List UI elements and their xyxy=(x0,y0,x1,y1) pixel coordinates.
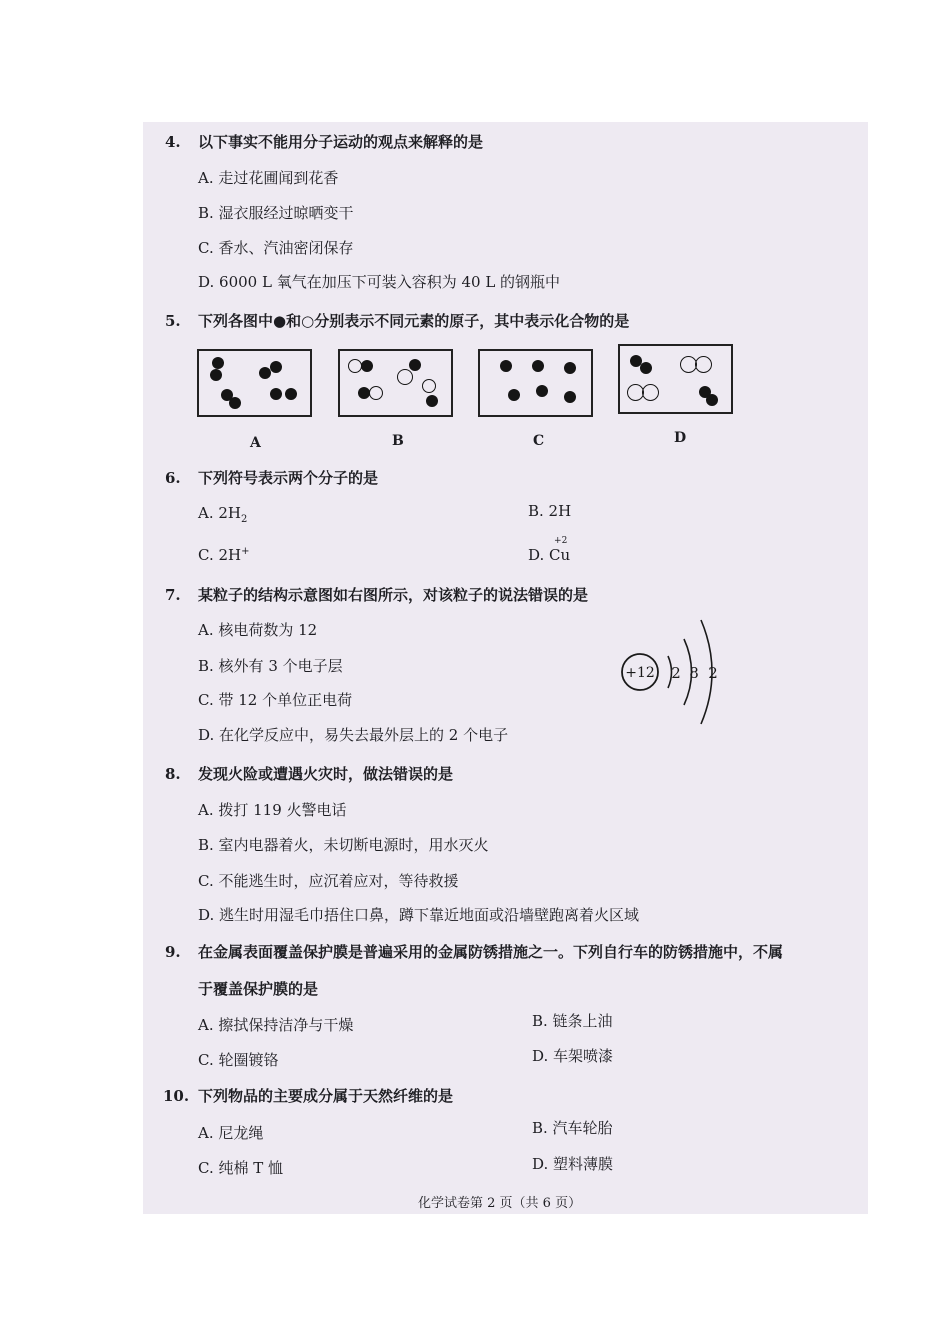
q9-option-c: C. 轮圈镀铬 xyxy=(198,1051,279,1069)
q5-diagram-d xyxy=(618,344,733,414)
q10-number: 10. xyxy=(163,1087,190,1105)
q8-option-a: A. 拨打 119 火警电话 xyxy=(198,801,347,819)
filled-atom-icon xyxy=(706,394,718,406)
filled-atom-icon xyxy=(270,388,282,400)
q4-option-a: A. 走过花圃闻到花香 xyxy=(198,169,339,187)
filled-atom-icon xyxy=(409,359,421,371)
hollow-atom-icon xyxy=(422,379,436,393)
hollow-atom-icon xyxy=(348,359,362,373)
q5-label-c: C xyxy=(533,433,545,449)
q8-option-b: B. 室内电器着火，未切断电源时，用水灭火 xyxy=(198,836,489,854)
filled-atom-icon xyxy=(564,362,576,374)
filled-atom-icon xyxy=(285,388,297,400)
q9-option-b: B. 链条上油 xyxy=(532,1012,613,1030)
q5-label-b: B xyxy=(392,433,404,449)
q6-option-b: B. 2H xyxy=(528,502,572,520)
hollow-atom-icon xyxy=(397,369,413,385)
q10-option-a: A. 尼龙绳 xyxy=(198,1124,264,1142)
filled-atom-icon xyxy=(212,357,224,369)
q4-number: 4. xyxy=(165,133,181,151)
filled-atom-icon xyxy=(536,385,548,397)
hollow-atom-icon xyxy=(642,384,659,401)
q9-option-d: D. 车架喷漆 xyxy=(532,1047,614,1065)
q7-option-d: D. 在化学反应中，易失去最外层上的 2 个电子 xyxy=(198,726,509,744)
q6-option-c-text: C. 2H xyxy=(198,546,242,564)
q5-label-d: D xyxy=(674,430,687,446)
filled-atom-icon xyxy=(259,367,271,379)
q5-label-a: A xyxy=(250,435,261,451)
shell-3-electrons: 2 xyxy=(708,664,718,682)
shell-1-electrons: 2 xyxy=(671,664,681,682)
q7-option-b: B. 核外有 3 个电子层 xyxy=(198,657,343,675)
q5-stem-pre: 下列各图中 xyxy=(198,312,274,330)
filled-atom-icon xyxy=(500,360,512,372)
q9-option-a: A. 擦拭保持洁净与干燥 xyxy=(198,1016,354,1034)
q6-option-a xyxy=(198,504,247,529)
q5-diagram-c xyxy=(478,349,593,417)
q10-option-c: C. 纯棉 T 恤 xyxy=(198,1159,284,1177)
q5-number: 5. xyxy=(165,312,181,330)
filled-atom-glyph: ● xyxy=(273,312,287,330)
q9-stem-line-2: 于覆盖保护膜的是 xyxy=(198,980,319,998)
q10-option-d: D. 塑料薄膜 xyxy=(532,1155,614,1173)
filled-atom-icon xyxy=(270,361,282,373)
filled-atom-icon xyxy=(508,389,520,401)
hollow-atom-icon xyxy=(369,386,383,400)
q10-stem: 下列物品的主要成分属于天然纤维的是 xyxy=(198,1087,454,1105)
q6-number: 6. xyxy=(165,469,181,487)
q4-option-b: B. 湿衣服经过晾晒变干 xyxy=(198,204,354,222)
shell-2-electrons: 8 xyxy=(689,664,699,682)
q4-stem: 以下事实不能用分子运动的观点来解释的是 xyxy=(198,133,484,151)
filled-atom-icon xyxy=(229,397,241,409)
filled-atom-icon xyxy=(532,360,544,372)
q5-stem-post: 分别表示不同元素的原子，其中表示化合物的是 xyxy=(314,312,630,330)
q4-option-d: D. 6000 L 氧气在加压下可装入容积为 40 L 的钢瓶中 xyxy=(198,273,561,291)
q5-stem xyxy=(198,312,629,330)
filled-atom-icon xyxy=(361,360,373,372)
q6-option-d xyxy=(528,536,571,564)
q6-option-c-superscript: + xyxy=(241,546,250,557)
q7-number: 7. xyxy=(165,586,181,604)
q8-option-d: D. 逃生时用湿毛巾捂住口鼻，蹲下靠近地面或沿墙壁跑离着火区域 xyxy=(198,906,640,924)
filled-atom-icon xyxy=(640,362,652,374)
q10-option-b: B. 汽车轮胎 xyxy=(532,1119,613,1137)
q6-option-c xyxy=(198,543,250,564)
q4-option-c: C. 香水、汽油密闭保存 xyxy=(198,239,354,257)
q9-stem-line-1: 在金属表面覆盖保护膜是普遍采用的金属防锈措施之一。下列自行车的防锈措施中，不属 xyxy=(198,943,784,961)
q5-diagram-a xyxy=(197,349,312,417)
q6-option-d-prefix: D. xyxy=(528,546,550,564)
page-footer: 化学试卷第 2 页（共 6 页） xyxy=(418,1196,582,1211)
filled-atom-icon xyxy=(426,395,438,407)
q8-option-c: C. 不能逃生时，应沉着应对，等待救援 xyxy=(198,872,459,890)
filled-atom-icon xyxy=(564,391,576,403)
q5-stem-and: 和 xyxy=(286,312,302,330)
q5-diagram-b xyxy=(338,349,453,417)
nucleus-charge: +12 xyxy=(625,665,655,681)
filled-atom-icon xyxy=(210,369,222,381)
q6-option-d-valence: +2 xyxy=(554,536,568,546)
q7-option-a: A. 核电荷数为 12 xyxy=(198,621,318,639)
q6-option-a-text: A. 2H xyxy=(198,504,241,522)
hollow-atom-icon xyxy=(695,356,712,373)
q8-number: 8. xyxy=(165,765,181,783)
q6-option-d-symbol: Cu xyxy=(549,546,571,564)
q8-stem: 发现火险或遭遇火灾时，做法错误的是 xyxy=(198,765,454,783)
q6-option-a-subscript: 2 xyxy=(241,514,248,525)
q6-stem: 下列符号表示两个分子的是 xyxy=(198,469,379,487)
q9-number: 9. xyxy=(165,943,181,961)
q7-option-c: C. 带 12 个单位正电荷 xyxy=(198,691,353,709)
q7-stem: 某粒子的结构示意图如右图所示，对该粒子的说法错误的是 xyxy=(198,586,589,604)
hollow-atom-glyph: ○ xyxy=(301,312,315,330)
atom-structure-diagram xyxy=(615,612,735,730)
